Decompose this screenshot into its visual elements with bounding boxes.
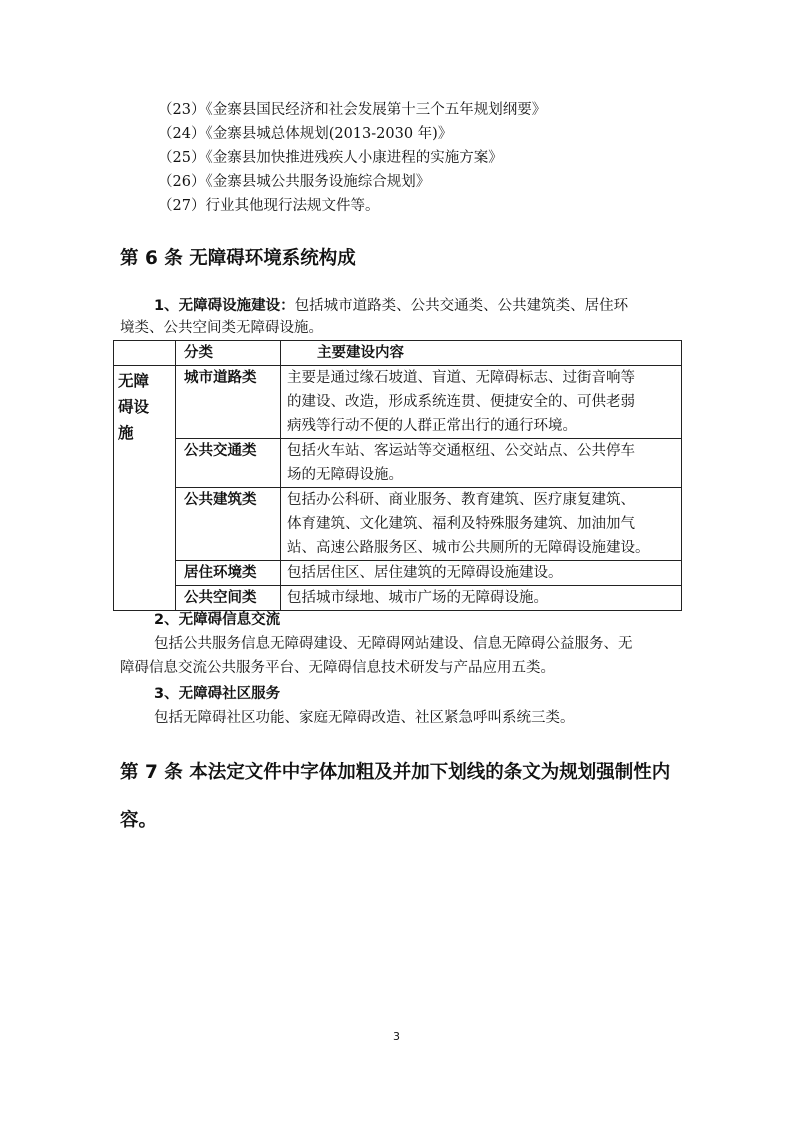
table-group-cell bbox=[114, 366, 176, 611]
page-number: 3 bbox=[393, 1030, 400, 1043]
item-3-label bbox=[154, 682, 280, 706]
reference-25: （25）《金寨县加快推进残疾人小康进程的实施方案》 bbox=[158, 150, 503, 166]
table-content-cell bbox=[281, 439, 682, 488]
item-1-text: 包括城市道路类、公共交通类、公共建筑类、居住环 bbox=[294, 298, 629, 314]
reference-23: （23）《金寨县国民经济和社会发展第十三个五年规划纲要》 bbox=[158, 102, 547, 118]
item-2-label bbox=[154, 608, 280, 632]
group-label-line: 无障 bbox=[118, 372, 150, 390]
content-line: 包括火车站、客运站等交通枢纽、公交站点、公共停车 bbox=[287, 443, 635, 459]
table-header-category: 分类 bbox=[176, 341, 281, 366]
table-row bbox=[114, 439, 682, 488]
table-content-cell bbox=[281, 561, 682, 586]
item-2-label-text: 2、无障碍信息交流 bbox=[154, 612, 281, 628]
table-content-cell bbox=[281, 586, 682, 611]
reference-24: （24）《金寨县城总体规划(2013-2030 年)》 bbox=[158, 126, 453, 142]
content-line: 体育建筑、文化建筑、福利及特殊服务建筑、加油加气 bbox=[287, 516, 635, 532]
article-7-heading-line-1: 第 7 条 本法定文件中字体加粗及并加下划线的条文为规划强制性内 bbox=[120, 762, 671, 783]
table-header-row bbox=[114, 341, 682, 366]
table-category-cell: 城市道路类 bbox=[176, 366, 281, 439]
table-category-cell: 居住环境类 bbox=[176, 561, 281, 586]
table-content-cell bbox=[281, 366, 682, 439]
item-2-line-2: 障碍信息交流公共服务平台、无障碍信息技术研发与产品应用五类。 bbox=[120, 660, 555, 676]
reference-26: （26）《金寨县城公共服务设施综合规划》 bbox=[158, 174, 431, 190]
item-1-label: 1、无障碍设施建设： bbox=[154, 298, 295, 314]
content-line: 包括居住区、居住建筑的无障碍设施建设。 bbox=[287, 565, 563, 581]
content-line: 场的无障碍设施。 bbox=[287, 467, 403, 483]
content-line: 主要是通过缘石坡道、盲道、无障碍标志、过街音响等 bbox=[287, 370, 635, 386]
table-content-cell bbox=[281, 488, 682, 561]
item-1-line-1 bbox=[154, 294, 628, 318]
facility-table bbox=[113, 340, 682, 611]
table-header-empty bbox=[114, 341, 176, 366]
table-header-content: 主要建设内容 bbox=[281, 341, 682, 366]
content-line: 的建设、改造，形成系统连贯、便捷安全的、可供老弱 bbox=[287, 394, 635, 410]
table-row bbox=[114, 366, 682, 439]
table-row bbox=[114, 586, 682, 611]
article-6-heading: 第 6 条 无障碍环境系统构成 bbox=[120, 248, 356, 269]
group-label-line: 碍设 bbox=[118, 398, 150, 416]
item-3-line-1: 包括无障碍社区功能、家庭无障碍改造、社区紧急呼叫系统三类。 bbox=[154, 710, 575, 726]
table-category-cell: 公共空间类 bbox=[176, 586, 281, 611]
item-2-line-1: 包括公共服务信息无障碍建设、无障碍网站建设、信息无障碍公益服务、无 bbox=[154, 636, 633, 652]
table-category-cell: 公共交通类 bbox=[176, 439, 281, 488]
item-1-line-2: 境类、公共空间类无障碍设施。 bbox=[120, 320, 323, 336]
item-3-label-text: 3、无障碍社区服务 bbox=[154, 686, 281, 702]
table-category-cell: 公共建筑类 bbox=[176, 488, 281, 561]
group-label-line: 施 bbox=[118, 424, 134, 442]
table-row bbox=[114, 488, 682, 561]
content-line: 包括办公科研、商业服务、教育建筑、医疗康复建筑、 bbox=[287, 492, 635, 508]
content-line: 包括城市绿地、城市广场的无障碍设施。 bbox=[287, 590, 548, 606]
article-7-heading-line-2: 容。 bbox=[120, 810, 158, 831]
table-row bbox=[114, 561, 682, 586]
content-line: 病残等行动不便的人群正常出行的通行环境。 bbox=[287, 418, 577, 434]
content-line: 站、高速公路服务区、城市公共厕所的无障碍设施建设。 bbox=[287, 540, 650, 556]
reference-27: （27）行业其他现行法规文件等。 bbox=[158, 198, 380, 214]
